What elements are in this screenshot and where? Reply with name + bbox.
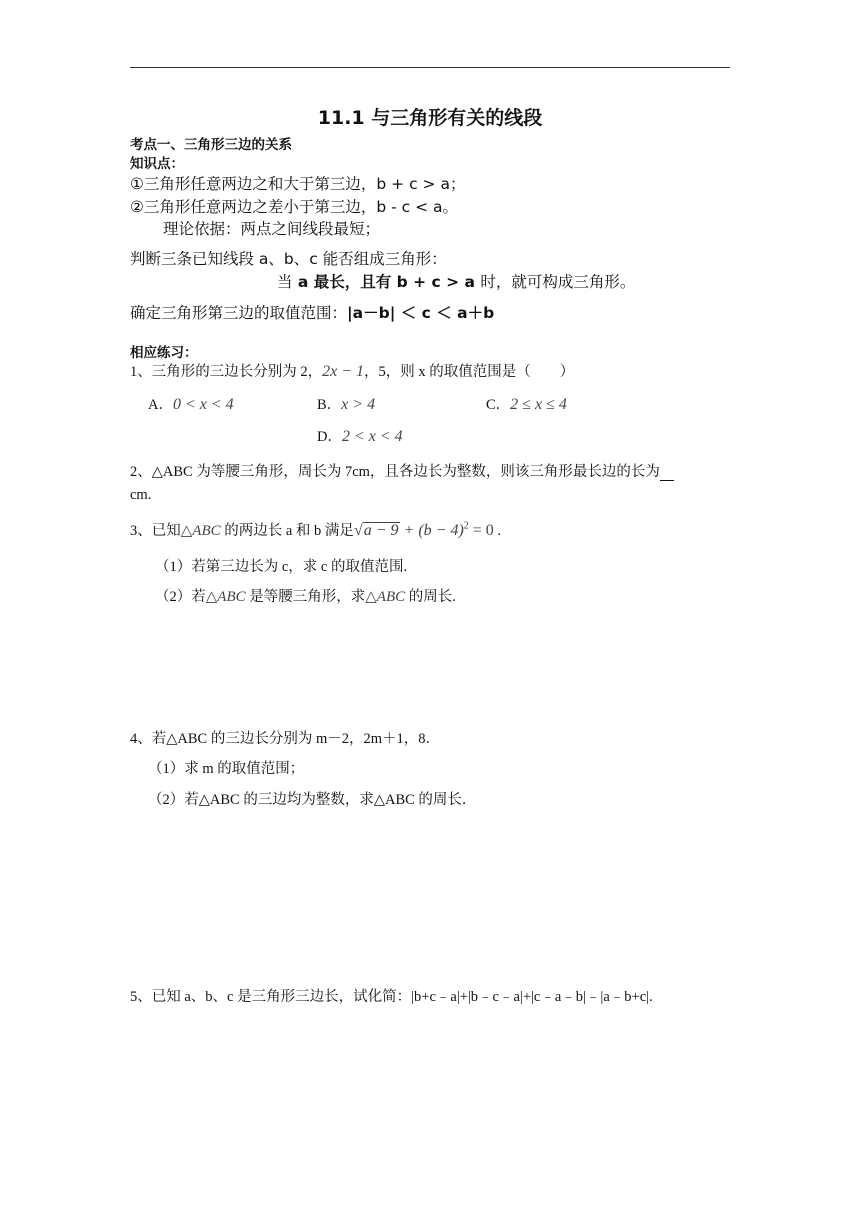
q3-mid: 的两边长 a 和 b 满足 — [220, 523, 354, 539]
page-title: 11.1 与三角形有关的线段 — [317, 107, 543, 129]
sqrt-equation — [354, 522, 494, 539]
judge-condition — [277, 270, 635, 292]
q3-sub2 — [155, 585, 456, 606]
sqrt-sign: √ — [353, 522, 363, 539]
question-5: 5、已知 a、b、c 是三角形三边长，试化简：|b+c﹣a|+|b﹣c﹣a|+|c﹣a﹣b|﹣|a﹣b+c|. — [130, 989, 653, 1005]
q1-suffix: ，5，则 x 的取值范围是（ ） — [364, 364, 575, 380]
knowledge-label: 知识点： — [130, 156, 184, 172]
option-label: C． — [486, 397, 511, 413]
answer-blank — [660, 466, 674, 481]
theory-basis: 理论依据：两点之间线段最短； — [163, 220, 381, 238]
range-prefix: 确定三角形第三边的取值范围： — [130, 304, 348, 322]
option-math: x > 4 — [341, 396, 376, 413]
question-4: 4、若△ABC 的三边长分别为 m－2，2m＋1，8． — [130, 731, 441, 747]
q3-sub2-mid: 是等腰三角形，求 — [245, 589, 366, 605]
q1-option-c — [486, 393, 567, 414]
option-label: A． — [148, 397, 173, 413]
third-side-range — [130, 301, 494, 323]
knowledge-point-1: ①三角形任意两边之和大于第三边，b + c > a； — [130, 175, 466, 193]
q1-option-b — [317, 393, 375, 414]
equation-end: = 0 — [468, 522, 494, 539]
section-heading: 考点一、三角形三边的关系 — [130, 137, 292, 153]
q3-sub1: （1）若第三边长为 c，求 c 的取值范围. — [155, 559, 408, 575]
judge-statement: 判断三条已知线段 a、b、c 能否组成三角形： — [130, 250, 447, 268]
triangle-abc: △ABC — [205, 589, 246, 605]
header-rule — [130, 67, 730, 68]
q2-line2: cm. — [130, 487, 152, 503]
option-label: B． — [317, 397, 342, 413]
q4-sub1: （1）求 m 的取值范围； — [148, 761, 305, 777]
q3-prefix: 3、已知 — [130, 523, 181, 539]
judge-condition-prefix: 当 — [277, 273, 293, 291]
q3-sub2-end: 的周长. — [405, 589, 456, 605]
option-label: D． — [317, 429, 342, 445]
q3-end: . — [493, 523, 502, 539]
option-math: 2 ≤ x ≤ 4 — [510, 396, 567, 413]
q1-option-a — [148, 393, 234, 414]
q1-option-d — [317, 425, 403, 446]
option-math: 2 < x < 4 — [341, 428, 403, 445]
q1-expression: 2x − 1 — [322, 363, 365, 380]
exponent: 2 — [463, 520, 469, 532]
question-2 — [130, 460, 674, 481]
equation-tail: + (b − 4) — [399, 522, 464, 539]
question-1 — [130, 360, 574, 381]
triangle-abc: △ABC — [365, 589, 406, 605]
judge-condition-bold: a 最长，且有 b + c > a — [292, 273, 481, 291]
triangle-abc: △ABC — [180, 523, 221, 539]
q4-sub2: （2）若△ABC 的三边均为整数，求△ABC 的周长． — [148, 792, 477, 808]
q2-line1: 2、△ABC 为等腰三角形，周长为 7cm，且各边长为整数，则该三角形最长边的长为 — [130, 464, 660, 480]
knowledge-point-2: ②三角形任意两边之差小于第三边，b - c < a。 — [130, 198, 459, 216]
radicand: a − 9 — [363, 522, 399, 539]
option-math: 0 < x < 4 — [172, 396, 234, 413]
practice-label: 相应练习： — [130, 345, 198, 361]
judge-condition-suffix: 时，就可构成三角形。 — [480, 273, 636, 291]
q3-sub2-prefix: （2）若 — [155, 589, 206, 605]
range-formula: |a－b| ＜ c ＜ a＋b — [347, 304, 495, 322]
q1-prefix: 1、三角形的三边长分别为 2， — [130, 364, 323, 380]
question-3 — [130, 519, 501, 540]
